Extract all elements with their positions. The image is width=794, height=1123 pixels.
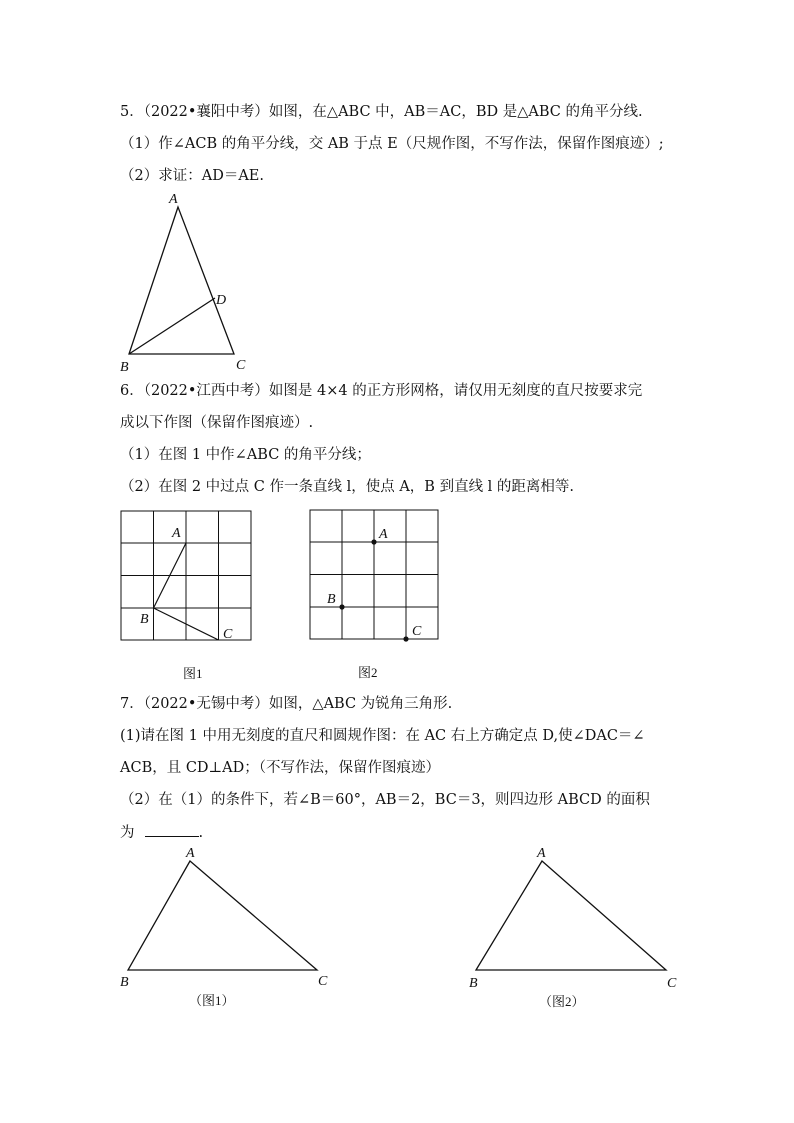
q5-part1: （1）作∠ACB 的角平分线，交 AB 于点 E（尺规作图，不写作法，保留作图痕迹）;: [120, 136, 664, 152]
q5-triangle-abc: [129, 207, 234, 354]
q5-label-a: A: [169, 192, 178, 207]
q7-part2-prefix: 为: [120, 825, 135, 841]
q5-label-c: C: [236, 358, 246, 373]
q6-fig2-point-a: [371, 539, 376, 544]
q7-part2: （2）在（1）的条件下，若∠B＝60°，AB＝2，BC＝3，则四边形 ABCD 的面积: [120, 792, 650, 808]
q7-fig2-caption: （图2）: [539, 994, 585, 1009]
q5-segment-bd: [129, 298, 215, 354]
q7-fig2-label-b: B: [469, 976, 478, 991]
q6-fig2-label-a: A: [379, 527, 388, 542]
q7-fig1-label-b: B: [120, 975, 129, 990]
q6-title: 6．（2022•江西中考）如图是 4×4 的正方形网格，请仅用无刻度的直尺按要求完: [120, 383, 643, 399]
q6-fig2-caption: 图2: [358, 665, 378, 680]
q6-title-cont: 成以下作图（保留作图痕迹）.: [120, 415, 314, 431]
q6-fig2-grid: [310, 510, 438, 639]
q7-part2-end: .: [198, 825, 204, 841]
q5-title: 5．（2022•襄阳中考）如图，在△ABC 中，AB＝AC，BD 是△ABC 的角平分线.: [120, 104, 643, 120]
q7-fig2-label-a: A: [537, 846, 546, 861]
q7-fig2-triangle: [476, 861, 666, 970]
q7-title: 7．（2022•无锡中考）如图，△ABC 为锐角三角形.: [120, 696, 453, 712]
q5-figure: [129, 207, 234, 354]
q6-fig1-label-c: C: [223, 627, 233, 642]
q5-part2: （2）求证：AD＝AE.: [120, 168, 264, 184]
q6-fig2-point-b: [339, 604, 344, 609]
q7-part1: (1)请在图 1 中用无刻度的直尺和圆规作图：在 AC 右上方确定点 D,使∠DAC＝∠: [120, 728, 645, 744]
q5-label-b: B: [120, 360, 129, 375]
q7-part1-cont: ACB，且 CD⊥AD；（不写作法，保留作图痕迹）: [120, 760, 441, 776]
q7-fig1-label-c: C: [318, 974, 328, 989]
q7-fig1-triangle: [128, 861, 317, 970]
q6-fig1-label-b: B: [140, 612, 149, 627]
q6-part1: （1）在图 1 中作∠ABC 的角平分线；: [120, 447, 371, 463]
q6-fig2-label-c: C: [412, 624, 422, 639]
q6-fig1-label-a: A: [172, 526, 181, 541]
q6-fig2-label-b: B: [327, 592, 336, 607]
q6-fig1-caption: 图1: [183, 666, 203, 681]
q5-label-d: D: [216, 293, 227, 308]
q6-fig2-point-c: [403, 636, 408, 641]
q7-fig1-label-a: A: [186, 846, 195, 861]
q6-part2: （2）在图 2 中过点 C 作一条直线 l，使点 A，B 到直线 l 的距离相等.: [120, 479, 575, 495]
q7-fig2-label-c: C: [667, 976, 677, 991]
q7-fig1-caption: （图1）: [189, 993, 235, 1008]
